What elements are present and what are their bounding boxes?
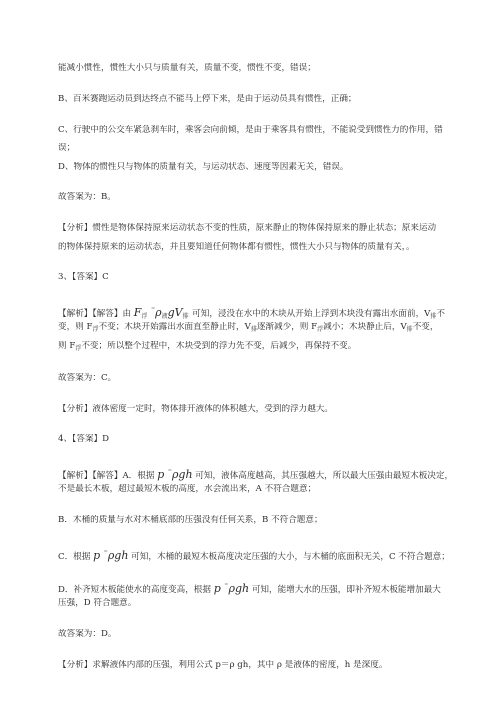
formula: $F_浮$ $^=\rho_液gV_排$: [133, 306, 189, 320]
formula: p =ρgh: [157, 468, 193, 481]
text-line: 故答案为：B。: [58, 192, 116, 202]
text-line: 压强，D 符合题意。: [58, 598, 137, 608]
text-line: 误；: [58, 143, 76, 153]
text-line: 故答案为：D。: [58, 629, 117, 639]
text-line: B、百米赛跑运动员到达终点不能马上停下来，是由于运动员具有惯性，正确；: [58, 94, 357, 104]
formula: p =ρgh: [213, 582, 250, 595]
text-line: 则 $F_浮$不变；所以整个过程中，木块受到的浮力先不变，后减少，再保持不变。: [58, 341, 357, 352]
text-line: 的物体保持原来的运动状态，并且要知道任何物体都有惯性，惯性大小只与物体的质量有关，。: [58, 242, 415, 252]
text-line: 能减小惯性，惯性大小只与质量有关，质量不变，惯性不变，错误；: [58, 63, 316, 73]
formula-line: C．根据 p =ρgh 可知，木桶的最短木板高度决定压强的大小，与木桶的底面积无关，C 不符合题意；: [58, 549, 450, 562]
analysis-paragraph: 【分析】求解液体内部的压强，利用公式 p＝ρ gh，其中 ρ 是液体的密度，h 是深度。: [58, 660, 388, 670]
formula-line: 【解析】【解答】由 $F_浮$ $^=\rho_液gV_排$ 可知，浸没在水中的木块从开始上浮到木块没有露出水面前，$V_排$不: [58, 306, 446, 320]
answer-heading: 3、【答案】C: [58, 272, 109, 282]
answer-heading: 4、【答案】D: [58, 434, 110, 444]
formula-line: D．补齐短木板能使水的高度变高，根据 p =ρgh 可知，能增大水的压强，即补齐短木板能增加最大: [58, 582, 441, 595]
formula-line: 【解析】【解答】A．根据 p =ρgh 可知，液体高度越高，其压强越大，所以最大压强由最短木板决定，: [58, 468, 454, 481]
text-line: 变，则 $F_浮$不变；木块开始露出水面直至静止时，$V_排$逐渐减少，则 $F_浮$减小；木块静止后，$V_排$不变，: [58, 322, 439, 333]
analysis-paragraph: 【分析】惯性是物体保持原来运动状态不变的性质，原来静止的物体保持原来的静止状态；原来运动: [58, 223, 437, 233]
analysis-paragraph: 【分析】液体密度一定时，物体排开液体的体积越大，受到的浮力越大。: [58, 404, 334, 414]
formula: p =ρgh: [93, 549, 129, 562]
text-line: D、物体的惯性只与物体的质量有关，与运动状态、速度等因素无关，错误。: [58, 162, 349, 172]
text-line: C、行驶中的公交车紧急刹车时，乘客会向前倾，是由于乘客具有惯性，不能说受到惯性力的作用，错: [58, 125, 443, 135]
text-line: 故答案为：C。: [58, 373, 117, 383]
text-line: B．木桶的质量与水对木桶底部的压强没有任何关系，B 不符合题意；: [58, 515, 323, 525]
text-line: 不是最长木板，超过最短木板的高度，水会流出来，A 不符合题意；: [58, 484, 317, 494]
